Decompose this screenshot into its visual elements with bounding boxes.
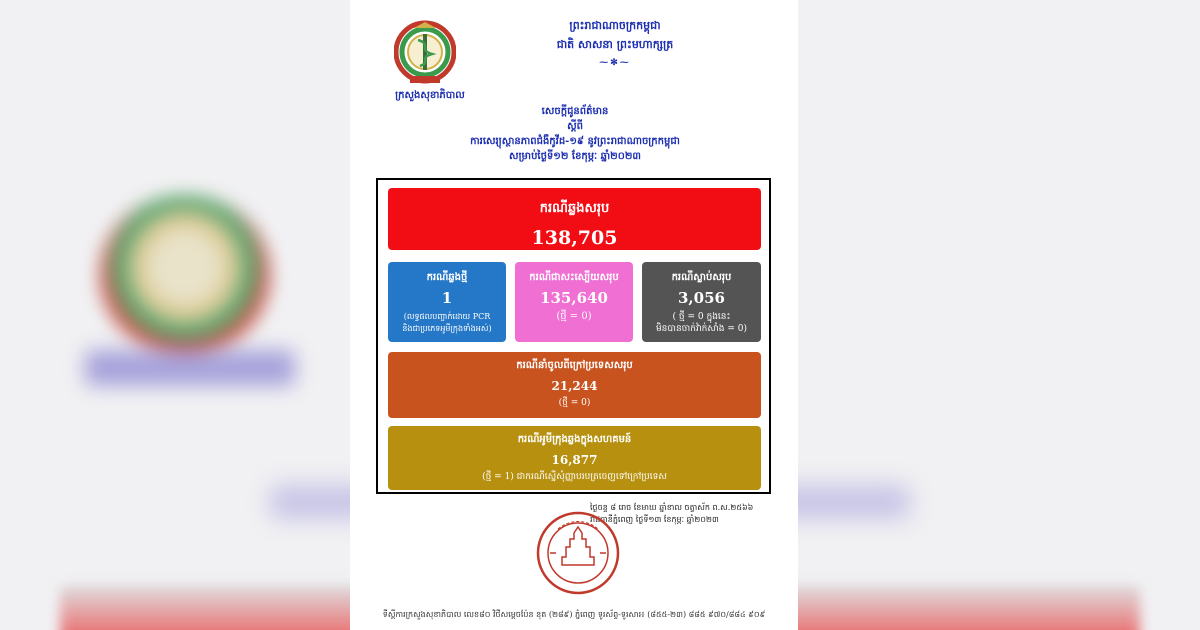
ministry-name: ក្រសួងសុខាភិបាល	[395, 90, 465, 101]
deaths-card	[642, 262, 761, 342]
kingdom-header	[510, 16, 720, 73]
recovered-label: ករណីជាសះស្បើយសរុប	[529, 272, 619, 283]
blurred-logo	[100, 195, 270, 355]
recovered-value: 135,640	[540, 289, 608, 307]
deaths-note-2: មិនបានចាក់វ៉ាក់សាំង = 0)	[655, 324, 748, 334]
new-cases-card	[388, 262, 506, 342]
new-cases-note-2: និងជាប្រភេទអូមីក្រុងទាំងអស់)	[402, 324, 492, 333]
ministry-of-health-logo-icon	[394, 18, 456, 86]
title-line-1: សេចក្តីជូនព័ត៌មាន	[541, 106, 609, 117]
community-cases-label: ករណីអូមីក្រុងឆ្លងក្នុងសហគមន៍	[517, 434, 632, 445]
footer-address: ទីស្តីការក្រសួងសុខាភិបាល លេខ៨០ វិថីសម្តេចប៉ែន នុត (២៨៩) ភ្នំពេញ ទូរស័ព្ទ-ទូរសារ៖ (៨៥៥-២៣) ៨៨៥ ៩៧០/៨៨៤ ៩០៩	[382, 610, 766, 619]
new-cases-value: 1	[441, 289, 453, 307]
imported-cases-value: 21,244	[551, 379, 598, 393]
document-titles	[410, 104, 740, 164]
total-cases-card	[388, 188, 761, 250]
deaths-note-1: ( ថ្មី = 0 ក្នុងនេះ	[672, 312, 731, 322]
title-line-3: ការសេរ្យុស្ថានភាពជំងឺកូវីដ-១៩ នូវព្រះរាជាណាចក្រកម្ពុជា	[470, 136, 680, 147]
deaths-label: ករណីស្លាប់សរុប	[671, 272, 732, 283]
deaths-value: 3,056	[678, 289, 725, 307]
kingdom-line-1: ព្រះរាជាណាចក្រកម្ពុជា	[569, 19, 661, 32]
press-release-document	[350, 0, 798, 630]
title-line-4: សម្រាប់ថ្ងៃទី១២ ខែកុម្ភៈ ឆ្នាំ២០២៣	[509, 151, 641, 162]
imported-cases-label: ករណីនាំចូលពីក្រៅប្រទេសសរុប	[516, 360, 633, 371]
community-cases-note: (ថ្មី = 1) ជាករណីស្នើសុំញ្ញាបរបត្រចេញទៅក្រៅប្រទេស	[482, 472, 667, 482]
new-cases-label: ករណីឆ្លងថ្មី	[426, 272, 468, 283]
blurred-text	[85, 350, 295, 386]
community-cases-card	[388, 426, 761, 490]
date-line-1: ថ្ងៃចន្ទ ៨ រោច ខែមាឃ ឆ្នាំខាល ចត្វាស័ក ព.ស.២៥៦៦	[590, 503, 754, 512]
community-cases-value: 16,877	[551, 453, 598, 467]
recovered-card	[515, 262, 633, 342]
date-block	[590, 502, 790, 526]
kingdom-line-2: ជាតិ សាសនា ព្រះមហាក្សត្រ	[556, 38, 674, 51]
recovered-note: (ថ្មី = 0)	[556, 311, 592, 322]
imported-cases-card	[388, 352, 761, 418]
date-line-2: រាជធានីភ្នំពេញ ថ្ងៃទី១៣ ខែកុម្ភៈ ឆ្នាំ២០២៣	[590, 515, 719, 524]
official-seal-icon	[536, 511, 620, 595]
ornament: ⁓✻⁓	[599, 58, 631, 68]
total-cases-label: ករណីឆ្លងសរុប	[539, 201, 610, 216]
title-line-2: ស្តីពី	[567, 121, 583, 132]
total-cases-value: 138,705	[531, 227, 618, 249]
new-cases-note-1: (លទ្ធផលបញ្ជាក់ដោយ PCR	[403, 312, 491, 321]
imported-cases-note: (ថ្មី = 0)	[558, 398, 591, 408]
statistics-box	[376, 178, 771, 494]
